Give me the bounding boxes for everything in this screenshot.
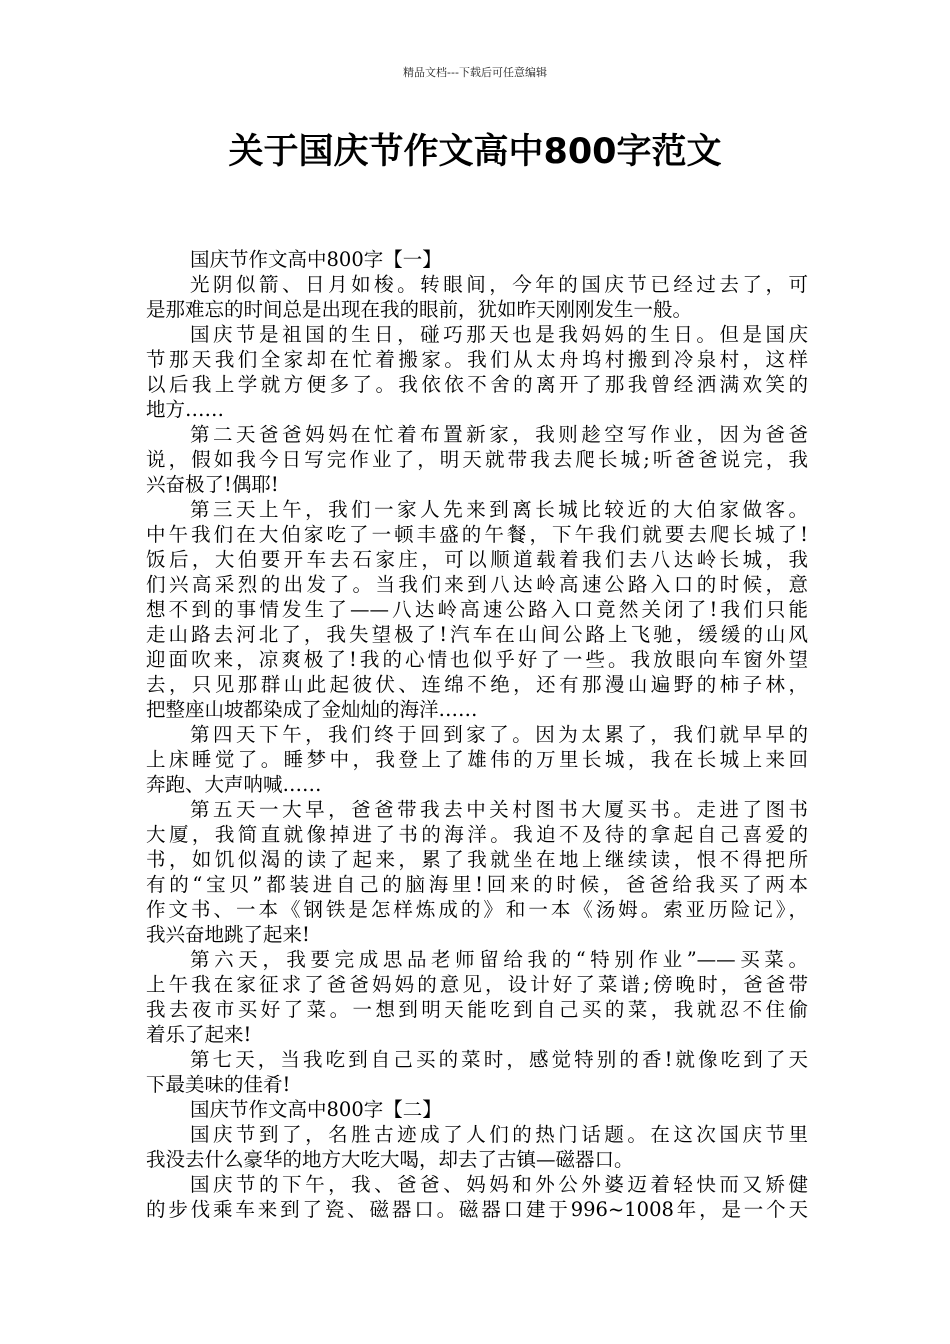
text-line: 第五天一大早，爸爸带我去中关村图书大厦买书。走进了图书 — [190, 798, 808, 821]
text-line: 奔跑、大声呐喊…… — [146, 773, 322, 796]
text-line: 想不到的事情发生了——八达岭高速公路入口竟然关闭了!我们只能 — [146, 598, 808, 621]
text-line: 上床睡觉了。睡梦中，我登上了雄伟的万里长城，我在长城上来回 — [146, 748, 808, 771]
text-line: 着乐了起来! — [146, 1023, 252, 1046]
text-line: 第三天上午，我们一家人先来到离长城比较近的大伯家做客。 — [190, 498, 808, 521]
text-line: 第六天，我要完成思品老师留给我的“特别作业”——买菜。 — [190, 948, 808, 971]
text-line: 是那难忘的时间总是出现在我的眼前，犹如昨天刚刚发生一般。 — [146, 298, 693, 321]
document-title: 关于国庆节作文高中800字范文 — [228, 132, 722, 172]
text-line: 书，如饥似渴的读了起来，累了我就坐在地上继续读，恨不得把所 — [146, 848, 808, 871]
text-line: 大厦，我简直就像掉进了书的海洋。我迫不及待的拿起自己喜爱的 — [146, 823, 808, 846]
text-line: 说，假如我今日写完作业了，明天就带我去爬长城;听爸爸说完，我 — [146, 448, 808, 471]
text-line: 我去夜市买好了菜。一想到明天能吃到自己买的菜，我就忍不住偷 — [146, 998, 808, 1021]
text-line: 国庆节作文高中800字【一】 — [190, 248, 442, 271]
text-line: 的步伐乘车来到了瓷、磁器口。磁器口建于996~1008年，是一个天 — [146, 1198, 808, 1221]
text-line: 国庆节的下午，我、爸爸、妈妈和外公外婆迈着轻快而又矫健 — [190, 1173, 808, 1196]
text-line: 第四天下午，我们终于回到家了。因为太累了，我们就早早的 — [190, 723, 808, 746]
text-line: 以后我上学就方便多了。我依依不舍的离开了那我曾经洒满欢笑的 — [146, 373, 808, 396]
text-line: 中午我们在大伯家吃了一顿丰盛的午餐，下午我们就要去爬长城了! — [146, 523, 808, 546]
text-line: 把整座山坡都染成了金灿灿的海洋…… — [146, 698, 478, 721]
text-line: 第二天爸爸妈妈在忙着布置新家，我则趁空写作业，因为爸爸 — [190, 423, 808, 446]
text-line: 走山路去河北了，我失望极了!汽车在山间公路上飞驰，缓缓的山风 — [146, 623, 808, 646]
text-line: 光阴似箭、日月如梭。转眼间，今年的国庆节已经过去了，可 — [190, 273, 808, 296]
text-line: 国庆节到了，名胜古迹成了人们的热门话题。在这次国庆节里 — [190, 1123, 808, 1146]
text-line: 们兴高采烈的出发了。当我们来到八达岭高速公路入口的时候，意 — [146, 573, 808, 596]
text-line: 上午我在家征求了爸爸妈妈的意见，设计好了菜谱;傍晚时，爸爸带 — [146, 973, 808, 996]
article-body — [146, 247, 808, 1222]
text-line: 国庆节作文高中800字【二】 — [190, 1098, 442, 1121]
text-line: 迎面吹来，凉爽极了!我的心情也似乎好了一些。我放眼向车窗外望 — [146, 648, 808, 671]
text-line: 饭后，大伯要开车去石家庄，可以顺道载着我们去八达岭长城，我 — [146, 548, 808, 571]
text-line: 下最美味的佳肴! — [146, 1073, 291, 1096]
text-line: 我兴奋地跳了起来! — [146, 923, 310, 946]
text-line: 国庆节是祖国的生日，碰巧那天也是我妈妈的生日。但是国庆 — [190, 323, 808, 346]
text-line: 兴奋极了!偶耶! — [146, 473, 279, 496]
text-line: 我没去什么豪华的地方大吃大喝，却去了古镇—磁器口。 — [146, 1148, 634, 1171]
text-line: 第七天，当我吃到自己买的菜时，感觉特别的香!就像吃到了天 — [190, 1048, 808, 1071]
text-line: 节那天我们全家却在忙着搬家。我们从太舟坞村搬到冷泉村，这样 — [146, 348, 808, 371]
page-header: 精品文档---下载后可任意编辑 — [403, 66, 547, 79]
text-line: 地方…… — [146, 398, 225, 421]
text-line: 作文书、一本《钢铁是怎样炼成的》和一本《汤姆。索亚历险记》， — [146, 898, 808, 921]
text-line: 有的“宝贝”都装进自己的脑海里!回来的时候，爸爸给我买了两本 — [146, 873, 808, 896]
text-line: 去，只见那群山此起彼伏、连绵不绝，还有那漫山遍野的柿子林， — [146, 673, 808, 696]
